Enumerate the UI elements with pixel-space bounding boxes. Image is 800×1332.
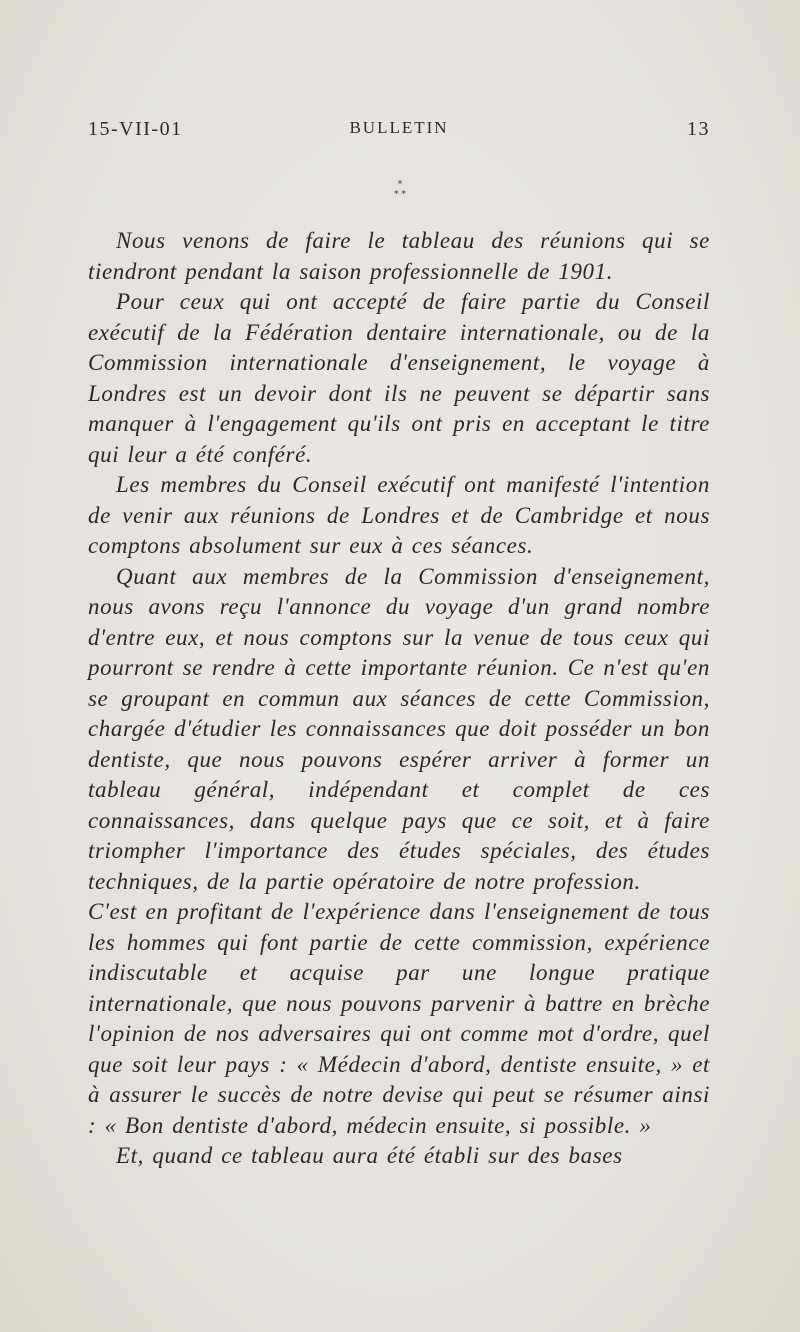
- paragraph-2: Pour ceux qui ont accepté de faire partie du Conseil exécutif de la Fédération dentaire internationale, ou de la Commission internationale d'enseignement, le voyage à Londres est un devoir dont ils ne peuvent se départir sans manquer à l'engagement qu'ils ont pris en acceptant le titre qui leur a été conféré.: [88, 289, 710, 467]
- asterism-top: *: [397, 180, 403, 190]
- running-header: [88, 112, 710, 146]
- paragraph-3: Les membres du Conseil exécutif ont manifesté l'intention de venir aux réunions de Londres et de Cambridge et nous comptons absolument sur eux à ces séances.: [88, 472, 710, 558]
- paragraph-6: Et, quand ce tableau aura été établi sur des bases: [116, 1143, 623, 1168]
- header-title: BULLETIN: [349, 118, 449, 137]
- asterism-ornament: [380, 180, 420, 210]
- paragraph-5: C'est en profitant de l'expérience dans l'enseignement de tous les hommes qui font partie de cette commission, expérience indiscutable et acquise par une longue pratique internationale, que nous pouvons parvenir à battre en brèche l'opinion de nos adversaires qui ont comme mot d'ordre, quel que soit leur pays : « Médecin d'abord, dentiste ensuite, » et à assurer le succès de notre devise qui peut se résumer ainsi : « Bon dentiste d'abord, médecin ensuite, si possible. »: [88, 899, 710, 1138]
- article-body: [88, 226, 710, 1172]
- header-date: 15-VII-01: [88, 118, 183, 140]
- paragraph-1: Nous venons de faire le tableau des réunions qui se tiendront pendant la saison professionnelle de 1901.: [88, 228, 710, 284]
- paragraph-4: Quant aux membres de la Commission d'enseignement, nous avons reçu l'annonce du voyage d'un grand nombre d'entre eux, et nous comptons sur la venue de tous ceux qui pourront se rendre à cette importante réunion. Ce n'est qu'en se groupant en commun aux séances de cette Commission, chargée d'étudier les connaissances que doit posséder un bon dentiste, que nous pouvons espérer arriver à former un tableau général, indépendant et complet de ces connaissances, dans quelque pays que ce soit, et à faire triompher l'importance des études spéciales, des études techniques, de la partie opératoire de notre profession.: [88, 563, 710, 894]
- page-number: 13: [687, 118, 710, 140]
- asterism-bottom: * *: [394, 190, 406, 200]
